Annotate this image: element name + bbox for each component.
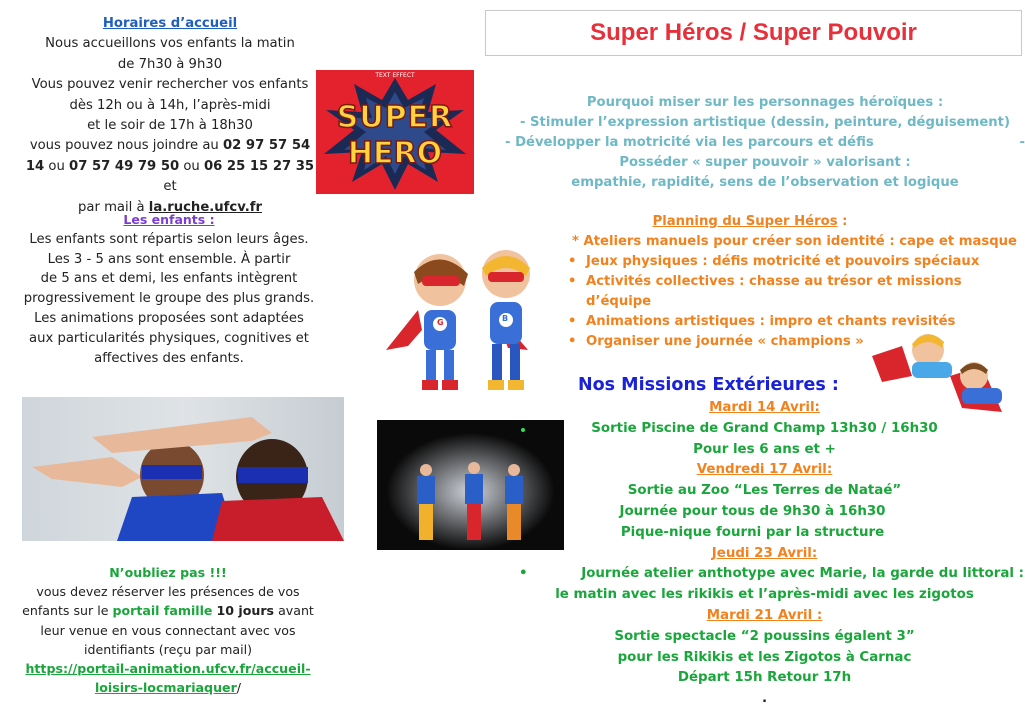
- reminder-text: enfants sur le: [22, 603, 113, 619]
- why-line: - Stimuler l’expression artistique (dessin, peinture, déguisement): [519, 115, 1011, 130]
- kids-line: affectives des enfants.: [94, 350, 244, 366]
- date-1: Mardi 14 Avril:: [709, 400, 820, 415]
- reminder-text: avant: [274, 603, 314, 619]
- logo-hero-text: HERO: [347, 136, 443, 171]
- missions-title: Nos Missions Extérieures :: [578, 375, 839, 395]
- planning-heading: Planning du Super Héros: [652, 214, 838, 229]
- contact-line: [20, 136, 320, 197]
- reminder-heading: N’oubliez pas !!!: [109, 565, 227, 580]
- mission-line: le matin avec les rikikis et l’après-midi avec les zigotos: [555, 587, 974, 603]
- badge-left: G: [437, 318, 444, 327]
- planning-colon: :: [837, 214, 848, 229]
- mission-line: pour les Rikikis et les Zigotos à Carnac: [617, 649, 912, 665]
- mail-prefix: par mail à: [78, 199, 149, 215]
- why-dash: -: [1019, 135, 1025, 150]
- kids-line: aux particularités physiques, cognitives et: [29, 330, 309, 346]
- hours-line: dès 12h ou à 14h, l’après-midi: [69, 97, 271, 113]
- badge-right: B: [502, 314, 509, 323]
- missions-section: [505, 398, 1024, 710]
- planning-item: • Animations artistiques : impro et chants revisités: [566, 312, 1024, 332]
- planning-item: • Activités collectives : chasse au trésor et missions d’équipe: [566, 272, 1024, 312]
- phone-2[interactable]: 07 57 49 79 50: [69, 158, 180, 174]
- contact-text: ou: [44, 158, 70, 174]
- why-line-row: [505, 133, 1025, 153]
- logo-super-text: SUPER: [336, 100, 454, 135]
- kids-section: [18, 210, 320, 368]
- why-line: empathie, rapidité, sens de l’observation et logique: [571, 175, 959, 190]
- contact-text: ou: [179, 158, 204, 174]
- contact-text: et: [163, 179, 177, 195]
- hours-line: de 7h30 à 9h30: [117, 56, 223, 72]
- reminder-section: [18, 563, 318, 697]
- hours-section: [20, 14, 320, 218]
- portal-link[interactable]: https://portail-animation.ufcv.fr/accueil-: [25, 661, 311, 677]
- mission-line: Sortie spectacle “2 poussins égalent 3”: [614, 628, 915, 644]
- logo-top-text: TEXT EFFECT: [375, 72, 415, 79]
- hours-heading: Horaires d’accueil: [102, 16, 238, 31]
- kids-line: Les animations proposées sont adaptées: [34, 310, 304, 326]
- hours-line: Nous accueillons vos enfants la matin: [45, 36, 295, 52]
- kids-line: Les enfants sont répartis selon leurs âges.: [29, 231, 309, 247]
- hours-line: Vous pouvez venir rechercher vos enfants: [31, 77, 309, 93]
- trailing-dot: .: [761, 691, 768, 707]
- why-line: Pourquoi miser sur les personnages héroïques :: [586, 95, 944, 110]
- page-title: Super Héros / Super Pouvoir: [590, 19, 917, 46]
- reminder-line: leur venue en vous connectant avec vos: [40, 622, 296, 638]
- planning-item: • Organiser une journée « champions »: [566, 332, 1024, 352]
- kids-line: progressivement le groupe des plus grands.: [23, 291, 315, 307]
- planning-line: * Ateliers manuels pour créer son identité : cape et masque: [572, 234, 1017, 249]
- kids-heading: Les enfants :: [123, 212, 215, 227]
- kids-line: Les 3 - 5 ans sont ensemble. À partir: [47, 251, 291, 267]
- mission-text: Journée atelier anthotype avec Marie, la garde du littoral :: [581, 566, 1024, 582]
- mission-line: Sortie Piscine de Grand Champ 13h30 / 16h30: [591, 420, 938, 436]
- mission-line: Journée pour tous de 9h30 à 16h30: [619, 503, 886, 519]
- date-4: Mardi 21 Avril :: [706, 607, 823, 623]
- mission-bullet-line: [505, 564, 1024, 585]
- planning-item: • Jeux physiques : défis motricité et pouvoirs spéciaux: [566, 252, 1024, 272]
- cartoon-heroes-image: [378, 250, 544, 400]
- date-2: Vendredi 17 Avril:: [696, 462, 833, 478]
- cartoon-graphic: [378, 250, 544, 400]
- super-hero-logo-image: [316, 70, 474, 194]
- hours-line: et le soir de 17h à 18h30: [87, 118, 253, 134]
- photo-graphic: [22, 397, 344, 541]
- phone-3[interactable]: 06 25 15 27 35: [203, 158, 315, 174]
- kids-costume-photo: [22, 397, 344, 541]
- mail-link[interactable]: la.ruche.ufcv.fr: [148, 199, 262, 215]
- contact-text: vous pouvez nous joindre au: [29, 138, 223, 154]
- reminder-line: identifiants (reçu par mail): [83, 641, 253, 657]
- link-slash: /: [236, 680, 242, 696]
- date-3: Jeudi 23 Avril:: [711, 545, 818, 561]
- mission-line: Pique-nique fourni par la structure: [620, 524, 885, 540]
- days-count: 10 jours: [216, 603, 275, 619]
- reminder-line: [18, 601, 318, 620]
- why-text: - Développer la motricité via les parcours et défis: [505, 135, 874, 150]
- kids-line: de 5 ans et demi, les enfants intègrent: [40, 271, 298, 287]
- mission-line: Pour les 6 ans et +: [693, 441, 836, 457]
- bullet: •: [519, 566, 528, 582]
- portal-link-cont[interactable]: loisirs-locmariaquer: [94, 680, 237, 696]
- mission-line: Sortie au Zoo “Les Terres de Nataé”: [627, 483, 902, 499]
- why-line: Posséder « super pouvoir » valorisant :: [619, 155, 911, 170]
- why-section: [505, 93, 1025, 193]
- title-box: [485, 10, 1022, 56]
- phone-1[interactable]: 02 97 57 54 14: [25, 138, 311, 174]
- mission-line: Départ 15h Retour 17h: [677, 670, 852, 686]
- reminder-line: vous devez réserver les présences de vos: [36, 584, 300, 600]
- portal-label: portail famille: [112, 603, 213, 619]
